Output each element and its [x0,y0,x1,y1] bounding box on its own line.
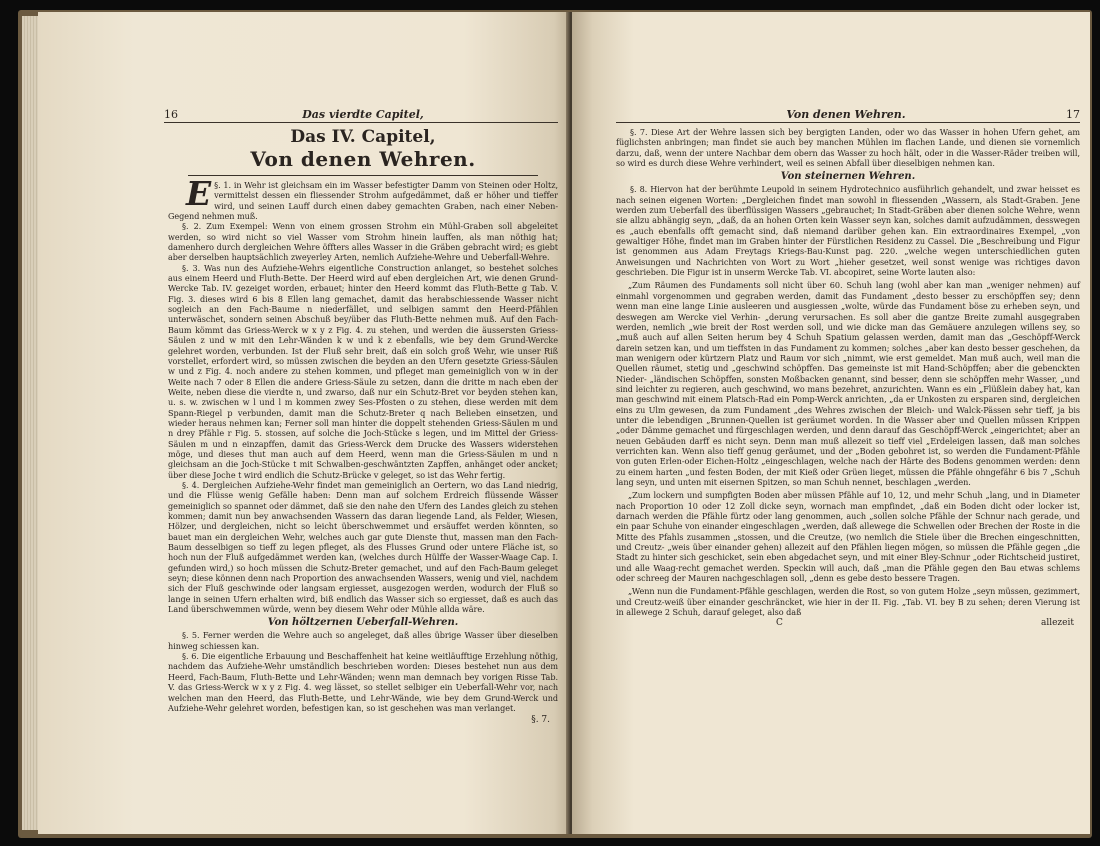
paragraph-8: §. 8. Hiervon hat der berühmte Leupold in seinem Hydrotechnico ausführlich gehandelt, und zwar heisset es nach seinen eigenen Worten: „Dergleichen findet man sowohl in fliessenden „Wassern, als Stadt-Graben. Jene werden zum Ueberfall des überflüssigen Wassers „gebrauchet; In Stadt-Gräben aber dienen solche Wehre, wenn sie allzu abhängig seyn, „daß, da an hohen Orten kein Wasser seyn kan, solches damit aufzudämmen, desswegen es „auch ebenfalls offt gemacht sind, daß niemand darüber gehen kan. Ein extraordinaires Exempel, „von gewaltiger Höhe, findet man im Graben hinter der Fürstlichen Residenz zu Cassel. Die „Beschreibung und Figur ist genommen aus Adam Freytags Kriegs-Bau-Kunst pag. 220. „welche wegen unterschiedlichen guten Anweisungen und Nachrichten von Wort zu Wort „hieher gesetzet, weil sonst wenige was richtiges davon geschrieben. Die Figur ist in unserm Wercke Tab. VI. abcopiret, seine Worte lauten also: [616,184,1080,278]
quote-paragraph-2: „Zum lockern und sumpfigten Boden aber müssen Pfähle auf 10, 12, und mehr Schuh „lang, und in Diameter nach Proportion 10 oder 12 Zoll dicke seyn, wornach man empfindet, „daß ein Boden dicht oder locker ist, darnach werden die Pfähle fürtz oder lang genommen, auch „sollen solche Pfähle der Schnur nach gerade, und ein paar Schuhe von einander eingeschlagen „werden, daß allewege die Schwellen oder Brechen der Roste in die Mitte des Pfahls zusammen „stossen, und die Creutze, (wo nemlich die Stiele über die Brechen eingeschnitten, und Creutz- „weis über einander gehen) allezeit auf den Pfählen liegen mögen, so müssen die Pfähle gegen „die Stadt zu hinter sich geschicket, sein eben abgedachet seyn, und mit einer Bley-Schnur „oder Richtscheid justiret, und alle Waag-recht gemachet werden. Speckin will auch, daß „man die Pfähle gegen den Bau etwas schlems oder schreeg der Mauren nachgeschlagen soll, „denn es gebe desto bessere Tragen. [616,490,1080,584]
paragraph-4: §. 4. Dergleichen Aufziehe-Wehr findet man gemeiniglich an Oertern, wo das Land niedrig, und die Flüsse wenig Gefälle haben: Denn man auf solchem Erdreich flüssende Wässer gemeiniglich so spannet oder dämmet, daß sie den nahe den Ufern des Landes gleich zu stehen kommen; damit nun bey anwachsenden Wassern das daran liegende Land, als Felder, Wiesen, Hölzer, und dergleichen, nicht so leicht überschwemmet und ersäuffet werden könnten, so bauet man ein dergleichen Wehr, welches auch gar gute Dienste thut, massen man den Fach-Baum desselbigen so tieff zu legen pfleget, als des Flusses Grund oder untere Fläche ist, so hoch nun der Fluß aufgedämmet werden kan, (welches durch Hülffe der Wasser-Waage Cap. I. gefunden wird,) so hoch müssen die Schutz-Breter gemachet, und auf den Fach-Baum geleget seyn; diese können denn nach Proportion des anwachsenden Wassers, wenig und viel, nachdem sich der Fluß geschwinde oder langsam ergiesset, ausgezogen werden, wodurch der Fluß so lange in seinen Ufern erhalten wird, biß endlich das Wasser sich so ergiesset, daß es auch das Land überschwemmen würde, wenn bey diesem Wehr oder Mühle allda wäre. [168,479,558,615]
chapter-subtitle: Von denen Wehren. [250,147,476,171]
right-page [572,12,1090,834]
paragraph-7: §. 7. Diese Art der Wehre lassen sich bey bergigten Landen, oder wo das Wasser in hohen Ufern gehet, am füglichsten anbringen; man findet sie auch bey manchen Mühlen im flachen Lande, und dienen sie vornemlich darzu, daß, wenn der untere Nachbar dem obern das Wasser zu hoch hält, oder in die Wasser-Räder treiben will, so wird es durch diese Wehre verhindert, weil es seinen Abfall über dieselbigen nehmen kan. [616,127,1080,169]
chapter-title: Das IV. Capitel, [290,127,436,147]
right-running-head [616,108,1080,123]
paragraph-2: §. 2. Zum Exempel: Wenn von einem grossen Strohm ein Mühl-Graben soll abgeleitet werden, so wird nicht so viel Wasser vom Strohm hinein lauffen, als man nöthig hat; damenhero durch dergleichen Wehre öffters alles Wasser in die Gräben gebracht wird; es giebt aber derselben hauptsächlich zweyerley Arten, nemlich Aufziehe-Wehre und Ueberfall-Wehre. [168,221,558,263]
paragraph-1 [168,174,558,222]
quotation-block [616,280,1080,617]
right-page-number: 17 [1066,108,1080,121]
section-heading-wooden-weirs: Von höltzernen Ueberfall-Wehren. [267,617,459,629]
left-page [38,12,570,834]
drop-cap: E [186,174,212,213]
paragraph-3: §. 3. Was nun des Aufziehe-Wehrs eigentliche Construction anlanget, so bestehet solches aus einem Heerd und Fluth-Bette. Der Heerd wird auf eben dergleichen Art, wie denen Grund-Wercke Tab. IV. gezeiget worden, erbauet; hinter den Heerd kommt das Fluth-Bette g Tab. V. Fig. 3. dieses wird 6 bis 8 Ellen lang gemachet, damit das herabschiessende Wasser nicht sogleich an den Fach-Baume n niederfället, und selbigen sammt den Heerd-Pfählen unterwäschet, sondern seinen Abschuß bey/über das Fluth-Bette nehmen muß. Auf den Fach-Baum kömmt das Griess-Werck w x y z Fig. 4. zu stehen, und werden die äussersten Griess-Säulen z und w mit den Lehr-Wänden k w und k z ebenfalls, wie bey dem Grund-Wercke gelehret worden, verbunden. Ist der Fluß sehr breit, daß ein solch groß Wehr, wie unser Riß vorstellet, erfordert wird, so müssen zwischen die beyden an den Ufern gesetzte Griess-Säulen w und z Fig. 4. noch andere zu stehen kommen, und pfleget man gemeiniglich von w in der Weite nach 7 oder 8 Ellen die andere Griess-Säule zu setzen, dann die dritte m nach eben der Weite, neben diese die vierdte n, und zwarso, daß nur ein Schutz-Bret vor beyden stehen kan, u. s. w. zwischen w l und l m kommen zwey Ses-Pfosten o zu stehen, diese werden mit dem Spann-Riegel p verbunden, damit man die Schutz-Breter q nach Belieben einsetzen, und wieder heraus nehmen kan; Ferner soll man hinter die doppelt stehenden Griess-Säulen m und n drey Pfähle r Fig. 5. stossen, auf solche die Joch-Stücke s legen, und im Mittel der Griess-Säulen m und n einzapffen, damit das Griess-Werck dem Drucke des Wassers widerstehen möge, und dieses thut man auch auf dem Heerd, wenn man die Griess-Säulen m und n gleichsam an die Joch-Stücke t mit Schwalben-geschwäntzten Zapffen, anhänget oder ancket; über diese Joche t wird endlich die Schutz-Brücke v geleget, so ist das Wehr fertig. [168,262,558,480]
quote-paragraph-3: „Wenn nun die Fundament-Pfähle geschlagen, werden die Rost, so von gutem Holze „seyn müssen, gezimmert, und Creutz-weiß über einander geschräncket, wie hier in der II. Fig. „Tab. VI. bey B zu sehen; deren Vierung ist in allewege 2 Schuh, darauf geleget, also daß [616,586,1080,618]
left-running-title: Das vierdte Capitel, [302,108,424,121]
paragraph-1-number: §. 1. [214,180,232,190]
left-running-head [164,108,558,123]
quote-paragraph-1: „Zum Räumen des Fundaments soll nicht über 60. Schuh lang (wohl aber kan man „weniger nehmen) auf einmahl vorgenommen und gegraben werden, damit das Fundament „desto besser zu erschöpffen sey; denn wenn man eine lange Linie ausleeren und ausgiessen „wolte, würde das Fundament böse zu erheben seyn, und deswegen am Wercke viel Verhin- „derung verursachen. Es soll aber die gantze Breite zumahl ausgegraben werden, nemlich „wie breit der Rost werden soll, und wie dicke man das Gemäuere anzulegen willens sey, so „muß auch auf allen Seiten herum bey 4 Schuh Spatium gelassen werden, damit man das „Geschöpff-Werck darein setzen kan, und um tieffsten in das Fundament zu kommen; solches „aber kan desto besser geschehen, da man wenigern oder kürtzern Platz und Raum vor sich „nimmt, wie erst gemeldet. Man muß auch, weil man die Quellen räumet, stetig und „geschwind schöpffen. Das gemeinste ist mit Hand-Schöpffen; aber die gebenckten Nieder- „ländischen Schöpffen, sonsten Moßbacken genannt, sind besser, denn sie schöpffen mehr Wasser, „und sind leichter zu regieren, auch geschwind, wo mans bezehret, anzurichten. Wann es ein „Flüßlein dabey hat, kan man geschwind mit einem Platsch-Rad ein Pomp-Werck anrichten, „da er Unkosten zu ersparen sind, dergleichen eins zu Ulm gewesen, da zum Fundament „des Wehres zwischen der Bleich- und Walck-Pässen sehr tieff, ja bis unter die lebendigen „Brunnen-Quellen ist geräumet worden. In die Wasser aber und Quellen müssen Krippen „oder Dämme gemachet und fürgeschlagen werden, und denn darauf das Geschöpff-Werck „eingerichtet; aber an neuen Gebäuden darff es nicht seyn. Denn man muß allezeit so tieff viel „Erdeleigen lassen, daß man solches verrichten kan. Wenn also tieff genug geräumet, und der „Boden gebohret ist, so werden die Fundament-Pfähle von guten Erlen-oder Eichen-Holtz „eingeschlagen, welche nach der Härte des Bodens genommen werden: denn zu einem harten „und festen Boden, der mit Kieß oder Grüen lieget, müssen die Pfähle ohngefähr 6 bis 7 „Schuh lang seyn, und unten mit eisernen Spitzen, so man Schuh nennet, beschlagen „werden. [616,280,1080,487]
right-running-title: Von denen Wehren. [786,108,906,121]
right-catchword: allezeit [1040,618,1074,629]
paragraph-6: §. 6. Die eigentliche Erbauung und Beschaffenheit hat keine weitläufftige Erzehlung nöthig, nachdem das Aufziehe-Wehr umständlich beschrieben worden: Dieses bestehet nun aus dem Heerd, Fach-Baum, Fluth-Bette und Lehr-Wänden; wenn man demnach bey vorigen Risse Tab. V. das Griess-Werck w x y z Fig. 4. weg lässet, so stellet selbiger ein Ueberfall-Wehr vor, nach welchen man den Heerd, das Fluth-Bette, und Lehr-Wände, wie bey dem Grund-Werck und Aufziehe-Wehr gelehret worden, befestigen kan, so ist geschehen was man verlanget. [168,651,558,713]
right-footer [616,618,1080,628]
paragraph-1-text: in Wehr ist gleichsam ein im Wasser befestigter Damm von Steinen oder Holtz, vermittelst dessen ein fliessender Strohm aufgedämmet, daß er höher und tieffer wird, und seinen Lauff durch einen dabey gemachten Graben, nach einer Neben-Gegend nehmen muß. [168,180,558,222]
left-page-number: 16 [164,108,178,121]
section-heading-stone-weirs: Von steinernen Wehren. [780,171,916,183]
left-catchword: §. 7. [531,715,550,726]
signature-mark: C [776,618,783,629]
title-rule [188,175,538,176]
paragraph-5: §. 5. Ferner werden die Wehre auch so angeleget, daß alles übrige Wasser über dieselben hinweg schiessen kan. [168,630,558,651]
